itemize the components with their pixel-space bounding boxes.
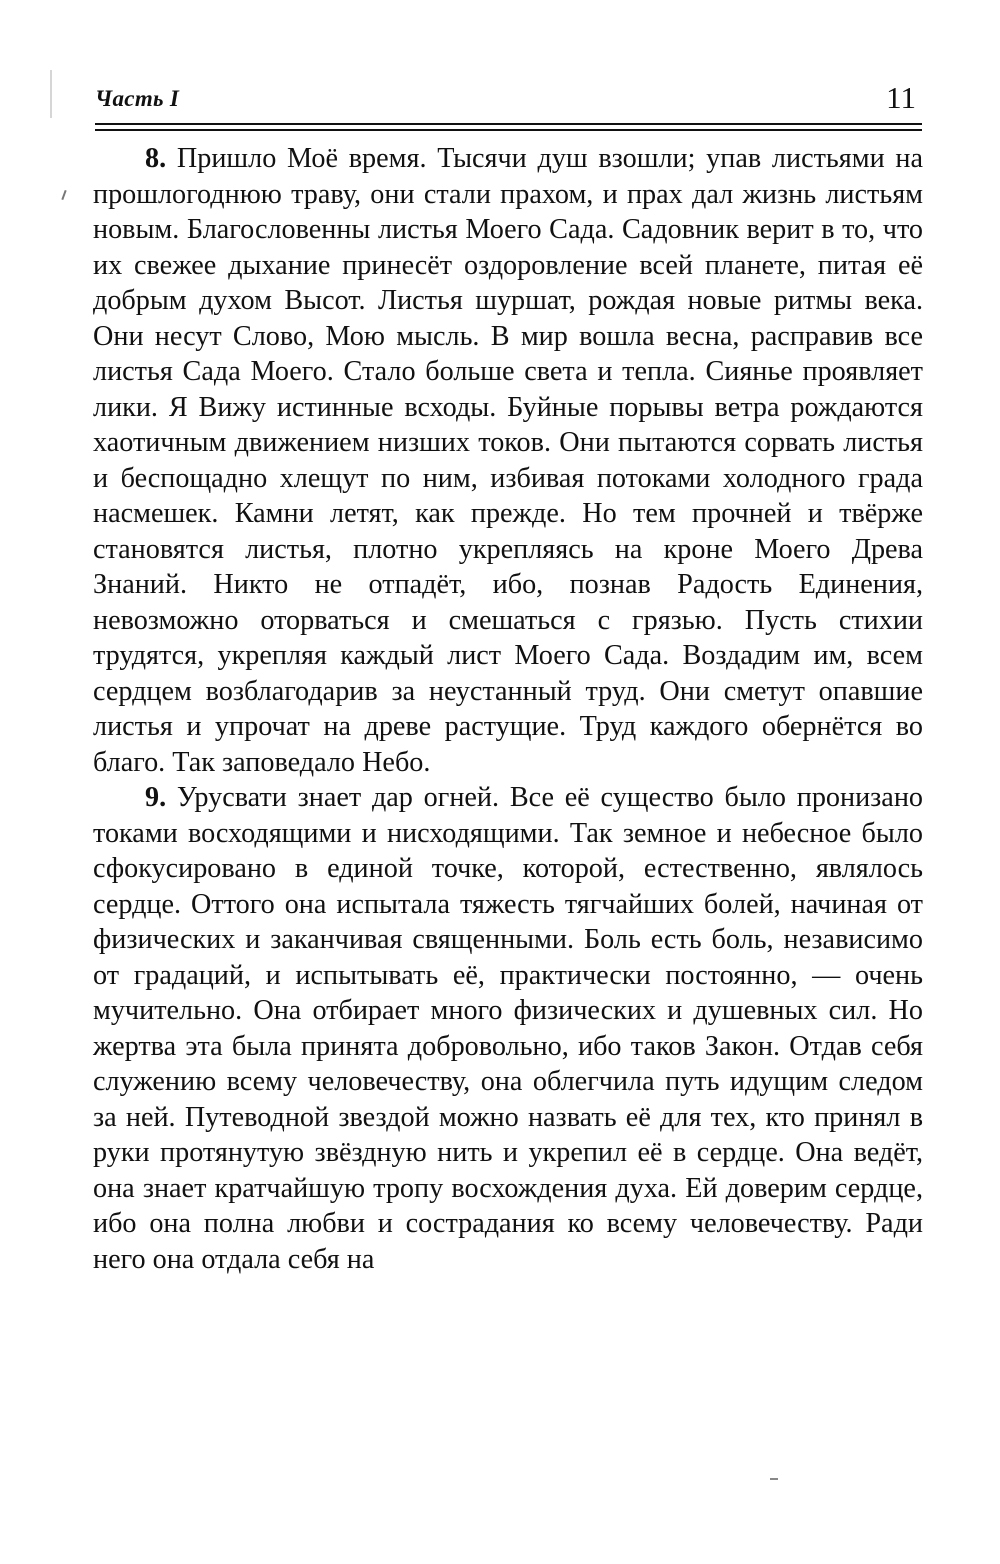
scan-margin-shadow bbox=[50, 70, 52, 118]
header-rule-top bbox=[95, 123, 922, 125]
paragraph-text: Пришло Моё время. Тысячи душ взошли; упав листьями на прошлогоднюю траву, они стали прахом, и прах дал жизнь листьям новым. Благословенны листья Моего Сада. Садовник верит в то, что их свежее дыхание принесёт оздоровление всей планете, питая её добрым духом Высот. Листья шуршат, рождая новые ритмы века. Они несут Слово, Мою мысль. В мир вошла весна, расправив все листья Сада Моего. Стало больше света и тепла. Сиянье проявляет лики. Я Вижу истинные всходы. Буйные порывы ветра рождаются хаотичным движением низших токов. Они пытаются сорвать листья и беспощадно хлещут по ним, избивая потоками холодного града насмешек. Камни летят, как прежде. Но тем прочней и твёрже становятся листья, плотно укрепляясь на кроне Моего Древа Знаний. Никто не отпадёт, ибо, познав Радость Единения, невозможно оторваться и смешаться с грязью. Пусть стихии трудятся, укрепляя каждый лист Моего Сада. Воздадим им, всем сердцем возблагодарив за неустанный труд. Они сметут опавшие листья и упрочат на древе растущие. Труд каждого обернётся во благо. Так заповедало Небо. bbox=[93, 143, 923, 778]
part-title: Часть I bbox=[95, 86, 180, 111]
header-rule-bottom bbox=[95, 129, 922, 131]
paragraph-9 bbox=[93, 780, 923, 1277]
body-text bbox=[93, 141, 923, 1277]
scan-speck bbox=[61, 190, 66, 200]
page-number: 11 bbox=[886, 80, 916, 115]
running-header bbox=[95, 80, 922, 120]
scan-speck bbox=[770, 1478, 778, 1480]
paragraph-8 bbox=[93, 141, 923, 780]
paragraph-number: 8. bbox=[145, 143, 167, 174]
paragraph-text: Урусвати знает дар огней. Все её существо было пронизано токами восходящими и нисходящими. Так земное и небесное было сфокусировано в единой точке, которой, естественно, являлось сердце. Оттого она испытала тяжесть тягчайших болей, начиная от физических и заканчивая священными. Боль есть боль, независимо от градаций, и испытывать её, практически постоянно, — очень мучительно. Она отбирает много физических и душевных сил. Но жертва эта была принята добровольно, ибо таков Закон. Отдав себя служению всему человечеству, она облегчила путь идущим следом за ней. Путеводной звездой можно назвать её для тех, кто принял в руки протянутую звёздную нить и укрепил её в сердце. Она ведёт, она знает кратчайшую тропу восхождения духа. Ей доверим сердце, ибо она полна любви и сострадания ко всему человечеству. Ради него она отдала себя на bbox=[93, 782, 923, 1275]
paragraph-number: 9. bbox=[145, 782, 167, 813]
